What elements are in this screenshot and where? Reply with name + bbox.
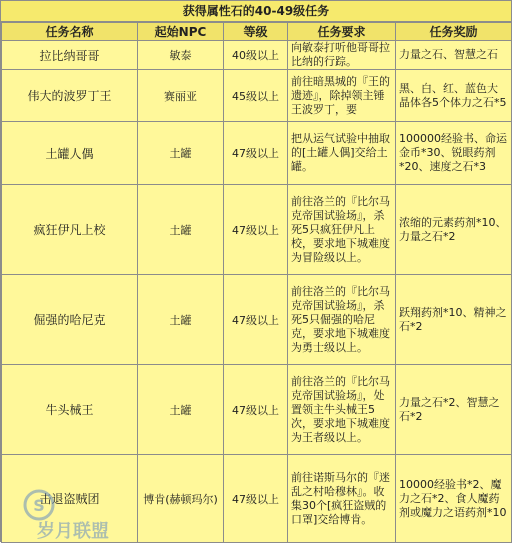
start-npc: 敏泰	[138, 41, 224, 70]
quest-table	[1, 22, 512, 543]
level-requirement: 47级以上	[224, 122, 288, 185]
task-name: 倔强的哈尼克	[2, 275, 138, 365]
start-npc: 土罐	[138, 185, 224, 275]
start-npc: 土罐	[138, 365, 224, 455]
level-requirement: 47级以上	[224, 275, 288, 365]
level-requirement: 47级以上	[224, 185, 288, 275]
table-title: 获得属性石的40-49级任务	[1, 1, 511, 22]
table-row	[2, 365, 512, 455]
watermark-text: 岁月联盟	[37, 521, 109, 541]
start-npc: 土罐	[138, 122, 224, 185]
task-reward: 浓缩的元素药剂*10、力量之石*2	[396, 185, 512, 275]
table-row	[2, 185, 512, 275]
table-row	[2, 455, 512, 543]
header-task-name: 任务名称	[2, 23, 138, 41]
header-level: 等级	[224, 23, 288, 41]
task-reward: 黑、白、红、蓝色大晶体各5个体力之石*5	[396, 70, 512, 122]
task-requirement: 前往洛兰的『比尔马克帝国试验场』，杀死5只倔强的哈尼克，要求地下城难度为勇士级以上。	[288, 275, 396, 365]
level-requirement: 47级以上	[224, 455, 288, 543]
task-requirement: 把从运气试验中抽取的[土罐人偶]交给土罐。	[288, 122, 396, 185]
task-requirement: 前往暗黑城的『王的遗迹』，除掉领主锤王波罗丁，要	[288, 70, 396, 122]
header-row	[2, 23, 512, 41]
level-requirement: 40级以上	[224, 41, 288, 70]
task-requirement: 前往洛兰的『比尔马克帝国试验场』，杀死5只疯狂伊凡上校，要求地下城难度为冒险级以上。	[288, 185, 396, 275]
header-reward: 任务奖励	[396, 23, 512, 41]
task-reward: 10000经验书*2、魔力之石*2、食人魔药剂或魔力之语药剂*10	[396, 455, 512, 543]
table-row	[2, 70, 512, 122]
table-row	[2, 41, 512, 70]
table-row	[2, 275, 512, 365]
task-name: 土罐人偶	[2, 122, 138, 185]
task-requirement: 前往洛兰的『比尔马克帝国试验场』，处置领主牛头械王5次，要求地下城难度为王者级以上。	[288, 365, 396, 455]
task-name: 拉比纳哥哥	[2, 41, 138, 70]
task-reward: 力量之石、智慧之石	[396, 41, 512, 70]
task-requirement: 前往诺斯马尔的『迷乱之村哈穆林』。收集30个[疯狂盗贼的口罩]交给博肯。	[288, 455, 396, 543]
task-reward: 100000经验书、命运金币*30、锐眼药剂*20、速度之石*3	[396, 122, 512, 185]
task-name: 伟大的波罗丁王	[2, 70, 138, 122]
header-requirement: 任务要求	[288, 23, 396, 41]
task-name: 击退盗贼团	[2, 455, 138, 543]
level-requirement: 45级以上	[224, 70, 288, 122]
level-requirement: 47级以上	[224, 365, 288, 455]
header-start-npc: 起始NPC	[138, 23, 224, 41]
task-reward: 力量之石*2、智慧之石*2	[396, 365, 512, 455]
start-npc: 土罐	[138, 275, 224, 365]
start-npc: 赛丽亚	[138, 70, 224, 122]
task-requirement: 向敏泰打听他哥哥拉比纳的行踪。	[288, 41, 396, 70]
table-row	[2, 122, 512, 185]
task-name: 牛头械王	[2, 365, 138, 455]
task-name: 疯狂伊凡上校	[2, 185, 138, 275]
start-npc: 博肯(赫顿玛尔)	[138, 455, 224, 543]
task-reward: 跃翔药剂*10、精神之石*2	[396, 275, 512, 365]
svg-text:S: S	[33, 496, 45, 515]
